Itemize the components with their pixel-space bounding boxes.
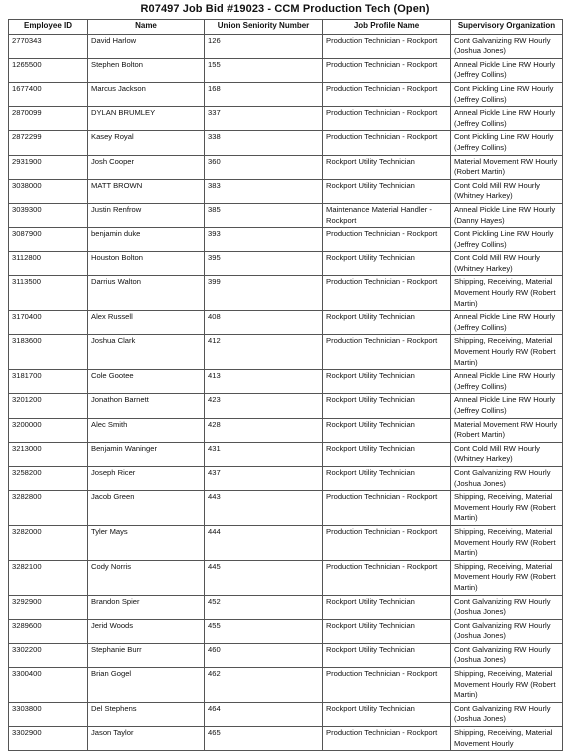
name-cell: Stephen Bolton [88,58,205,82]
name-cell: Tyler Mays [88,525,205,560]
table-row [9,228,563,252]
job-profile-cell: Rockport Utility Technician [323,595,451,619]
table-row [9,466,563,490]
employee-id-cell: 3112800 [9,252,88,276]
supervisory-org-cell: Anneal Pickle Line RW Hourly (Jeffrey Collins) [451,58,563,82]
supervisory-org-cell: Anneal Pickle Line RW Hourly (Jeffrey Collins) [451,370,563,394]
union-seniority-cell: 455 [205,619,323,643]
supervisory-org-cell: Shipping, Receiving, Material Movement Hourly RW (Robert Martin) [451,560,563,595]
job-profile-cell: Rockport Utility Technician [323,466,451,490]
employee-id-cell: 2870099 [9,107,88,131]
document-title: R07497 Job Bid #19023 - CCM Production Tech (Open) [140,3,430,15]
supervisory-org-cell: Cont Galvanizing RW Hourly (Joshua Jones) [451,34,563,58]
employee-id-cell: 1677400 [9,82,88,106]
job-profile-cell: Production Technician - Rockport [323,276,451,311]
job-profile-cell: Maintenance Material Handler - Rockport [323,203,451,227]
job-profile-cell: Rockport Utility Technician [323,179,451,203]
employee-id-cell: 3183600 [9,335,88,370]
name-cell: DYLAN BRUMLEY [88,107,205,131]
job-bid-table [8,19,563,751]
job-profile-cell: Production Technician - Rockport [323,335,451,370]
table-row [9,668,563,703]
union-seniority-cell: 338 [205,131,323,155]
table-row [9,82,563,106]
union-seniority-cell: 413 [205,370,323,394]
header-employee-id: Employee ID [9,20,88,35]
supervisory-org-cell: Cont Galvanizing RW Hourly (Joshua Jones) [451,619,563,643]
job-profile-cell: Production Technician - Rockport [323,491,451,526]
table-row [9,34,563,58]
supervisory-org-cell: Cont Galvanizing RW Hourly (Joshua Jones) [451,702,563,726]
employee-id-cell: 3201200 [9,394,88,418]
union-seniority-cell: 408 [205,311,323,335]
name-cell: Brandon Spier [88,595,205,619]
job-profile-cell: Production Technician - Rockport [323,560,451,595]
union-seniority-cell: 452 [205,595,323,619]
employee-id-cell: 2931900 [9,155,88,179]
supervisory-org-cell: Anneal Pickle Line RW Hourly (Jeffrey Collins) [451,311,563,335]
supervisory-org-cell: Cont Pickling Line RW Hourly (Jeffrey Collins) [451,131,563,155]
job-profile-cell: Production Technician - Rockport [323,668,451,703]
union-seniority-cell: 465 [205,727,323,751]
supervisory-org-cell: Cont Galvanizing RW Hourly (Joshua Jones) [451,643,563,667]
table-body [9,34,563,751]
supervisory-org-cell: Shipping, Receiving, Material Movement Hourly RW (Robert Martin) [451,668,563,703]
table-row [9,252,563,276]
name-cell: Joshua Clark [88,335,205,370]
supervisory-org-cell: Shipping, Receiving, Material Movement Hourly RW (Robert Martin) [451,491,563,526]
name-cell: Justin Renfrow [88,203,205,227]
employee-id-cell: 3282100 [9,560,88,595]
employee-id-cell: 3258200 [9,466,88,490]
table-row [9,370,563,394]
header-name: Name [88,20,205,35]
union-seniority-cell: 337 [205,107,323,131]
name-cell: Jonathon Barnett [88,394,205,418]
header-supervisory-organization: Supervisory Organization [451,20,563,35]
name-cell: Jason Taylor [88,727,205,751]
job-profile-cell: Production Technician - Rockport [323,58,451,82]
table-row [9,643,563,667]
employee-id-cell: 3181700 [9,370,88,394]
supervisory-org-cell: Cont Pickling Line RW Hourly (Jeffrey Collins) [451,82,563,106]
table-row [9,727,563,751]
table-header-row [9,20,563,35]
table-row [9,58,563,82]
table-row [9,276,563,311]
employee-id-cell: 3303800 [9,702,88,726]
name-cell: Kasey Royal [88,131,205,155]
employee-id-cell: 3170400 [9,311,88,335]
table-row [9,702,563,726]
name-cell: Jerid Woods [88,619,205,643]
table-row [9,595,563,619]
table-row [9,442,563,466]
employee-id-cell: 3038000 [9,179,88,203]
job-profile-cell: Production Technician - Rockport [323,131,451,155]
employee-id-cell: 3113500 [9,276,88,311]
table-row [9,525,563,560]
name-cell: Marcus Jackson [88,82,205,106]
job-profile-cell: Rockport Utility Technician [323,311,451,335]
name-cell: Alec Smith [88,418,205,442]
union-seniority-cell: 428 [205,418,323,442]
supervisory-org-cell: Cont Cold Mill RW Hourly (Whitney Harkey) [451,442,563,466]
table-row [9,203,563,227]
employee-id-cell: 3200000 [9,418,88,442]
name-cell: Stephanie Burr [88,643,205,667]
job-profile-cell: Production Technician - Rockport [323,34,451,58]
employee-id-cell: 3292900 [9,595,88,619]
supervisory-org-cell: Shipping, Receiving, Material Movement Hourly RW (Robert Martin) [451,525,563,560]
table-row [9,394,563,418]
name-cell: Alex Russell [88,311,205,335]
job-profile-cell: Rockport Utility Technician [323,370,451,394]
union-seniority-cell: 460 [205,643,323,667]
employee-id-cell: 3087900 [9,228,88,252]
supervisory-org-cell: Shipping, Receiving, Material Movement Hourly [451,727,563,751]
job-profile-cell: Production Technician - Rockport [323,228,451,252]
name-cell: Houston Bolton [88,252,205,276]
union-seniority-cell: 423 [205,394,323,418]
supervisory-org-cell: Material Movement RW Hourly (Robert Martin) [451,155,563,179]
job-profile-cell: Rockport Utility Technician [323,394,451,418]
table-row [9,311,563,335]
job-profile-cell: Rockport Utility Technician [323,643,451,667]
job-profile-cell: Rockport Utility Technician [323,252,451,276]
table-row [9,107,563,131]
supervisory-org-cell: Cont Galvanizing RW Hourly (Joshua Jones) [451,466,563,490]
name-cell: Joseph Ricer [88,466,205,490]
header-job-profile-name: Job Profile Name [323,20,451,35]
name-cell: Cody Norris [88,560,205,595]
union-seniority-cell: 168 [205,82,323,106]
union-seniority-cell: 462 [205,668,323,703]
name-cell: Josh Cooper [88,155,205,179]
table-row [9,179,563,203]
employee-id-cell: 3282800 [9,491,88,526]
table-row [9,418,563,442]
union-seniority-cell: 395 [205,252,323,276]
name-cell: Darrius Walton [88,276,205,311]
job-profile-cell: Rockport Utility Technician [323,155,451,179]
name-cell: Del Stephens [88,702,205,726]
union-seniority-cell: 437 [205,466,323,490]
job-profile-cell: Production Technician - Rockport [323,107,451,131]
supervisory-org-cell: Material Movement RW Hourly (Robert Martin) [451,418,563,442]
table-row [9,131,563,155]
table-row [9,491,563,526]
union-seniority-cell: 126 [205,34,323,58]
job-profile-cell: Rockport Utility Technician [323,702,451,726]
union-seniority-cell: 412 [205,335,323,370]
union-seniority-cell: 383 [205,179,323,203]
job-profile-cell: Rockport Utility Technician [323,418,451,442]
header-union-seniority-number: Union Seniority Number [205,20,323,35]
supervisory-org-cell: Anneal Pickle Line RW Hourly (Jeffrey Collins) [451,107,563,131]
union-seniority-cell: 443 [205,491,323,526]
supervisory-org-cell: Cont Galvanizing RW Hourly (Joshua Jones) [451,595,563,619]
name-cell: Brian Gogel [88,668,205,703]
table-row [9,155,563,179]
union-seniority-cell: 444 [205,525,323,560]
employee-id-cell: 3289600 [9,619,88,643]
union-seniority-cell: 445 [205,560,323,595]
supervisory-org-cell: Cont Cold Mill RW Hourly (Whitney Harkey) [451,252,563,276]
supervisory-org-cell: Anneal Pickle Line RW Hourly (Danny Hayes) [451,203,563,227]
table-row [9,335,563,370]
table-row [9,619,563,643]
name-cell: David Harlow [88,34,205,58]
job-profile-cell: Production Technician - Rockport [323,727,451,751]
union-seniority-cell: 385 [205,203,323,227]
name-cell: benjamin duke [88,228,205,252]
union-seniority-cell: 393 [205,228,323,252]
union-seniority-cell: 464 [205,702,323,726]
supervisory-org-cell: Shipping, Receiving, Material Movement Hourly RW (Robert Martin) [451,276,563,311]
supervisory-org-cell: Cont Pickling Line RW Hourly (Jeffrey Collins) [451,228,563,252]
employee-id-cell: 3302200 [9,643,88,667]
union-seniority-cell: 399 [205,276,323,311]
name-cell: Cole Gootee [88,370,205,394]
job-profile-cell: Rockport Utility Technician [323,442,451,466]
job-profile-cell: Production Technician - Rockport [323,525,451,560]
name-cell: Jacob Green [88,491,205,526]
employee-id-cell: 3302900 [9,727,88,751]
job-profile-cell: Production Technician - Rockport [323,82,451,106]
employee-id-cell: 2770343 [9,34,88,58]
supervisory-org-cell: Shipping, Receiving, Material Movement Hourly RW (Robert Martin) [451,335,563,370]
name-cell: Benjamin Waninger [88,442,205,466]
job-profile-cell: Rockport Utility Technician [323,619,451,643]
employee-id-cell: 3282000 [9,525,88,560]
employee-id-cell: 1265500 [9,58,88,82]
employee-id-cell: 3213000 [9,442,88,466]
table-row [9,560,563,595]
name-cell: MATT BROWN [88,179,205,203]
employee-id-cell: 3039300 [9,203,88,227]
employee-id-cell: 2872299 [9,131,88,155]
supervisory-org-cell: Cont Cold Mill RW Hourly (Whitney Harkey) [451,179,563,203]
union-seniority-cell: 431 [205,442,323,466]
supervisory-org-cell: Anneal Pickle Line RW Hourly (Jeffrey Collins) [451,394,563,418]
union-seniority-cell: 155 [205,58,323,82]
union-seniority-cell: 360 [205,155,323,179]
employee-id-cell: 3300400 [9,668,88,703]
